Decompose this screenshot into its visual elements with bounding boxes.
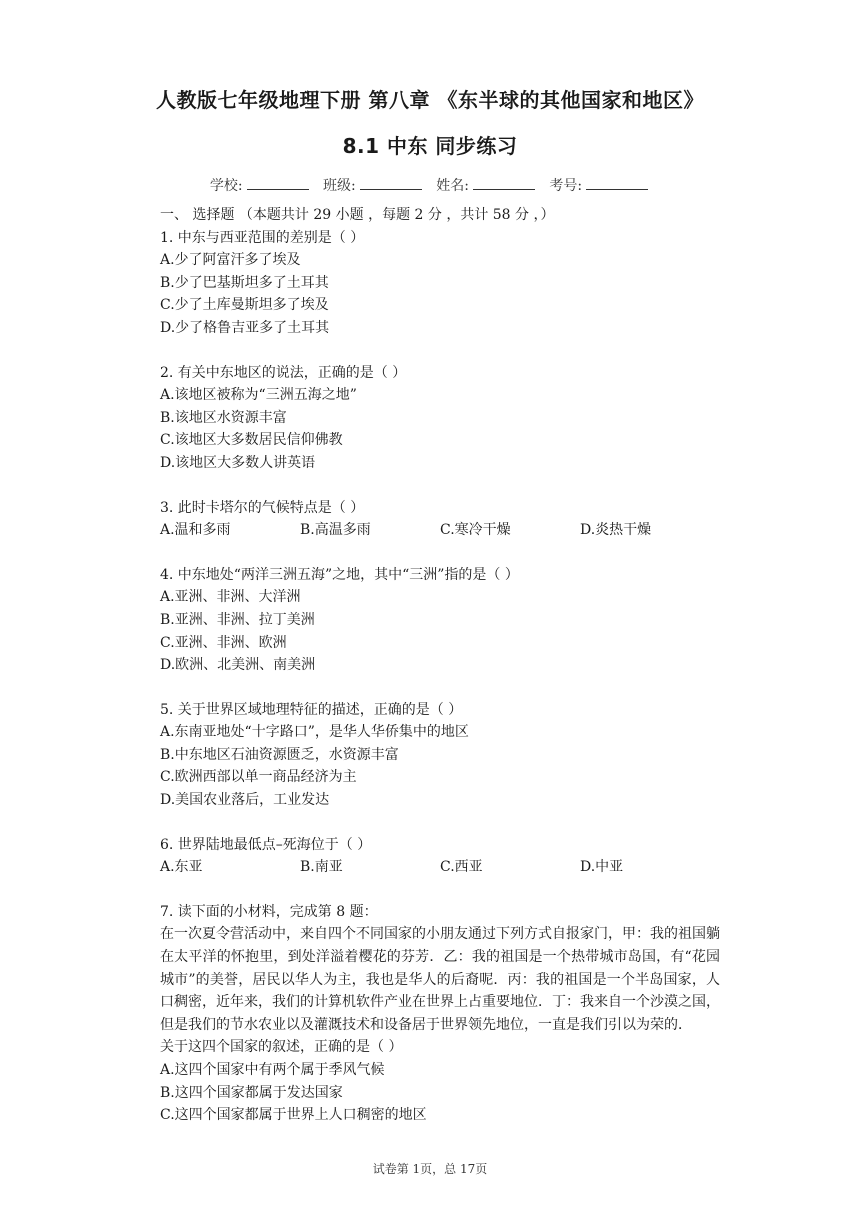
question-stem: 3. 此时卡塔尔的气候特点是（ ）: [160, 499, 365, 516]
option-a: A.这四个国家中有两个属于季风气候: [160, 1062, 385, 1078]
page-footer: 试卷第 1页，总 17页: [372, 1162, 488, 1176]
question-2: [160, 362, 720, 475]
option-b: B.南亚: [300, 859, 343, 876]
option-c: C.寒冷干燥: [440, 522, 511, 539]
option-c: C.西亚: [440, 859, 483, 876]
name-blank: [473, 177, 535, 190]
option-c: C.这四个国家都属于世界上人口稠密的地区: [160, 1107, 427, 1124]
question-stem: 7. 读下面的小材料，完成第 8 题：: [160, 903, 378, 920]
option-a: A.该地区被称为“三洲五海之地”: [160, 387, 357, 404]
exam-number-blank: [586, 177, 648, 190]
school-blank: [247, 177, 309, 190]
student-info-row: [0, 175, 860, 195]
question-stem: 1. 中东与西亚范围的差别是（ ）: [160, 229, 365, 246]
question-1: [160, 227, 720, 340]
sub-question-stem: 关于这四个国家的叙述，正确的是（ ）: [160, 1039, 403, 1056]
section-heading: 一、 选择题 （本题共计 29 小题 ，每题 2 分 ，共计 58 分 ，）: [160, 207, 555, 223]
option-b: B.中东地区石油资源匮乏，水资源丰富: [160, 746, 399, 763]
options-row: [160, 519, 720, 542]
option-d: D.炎热干燥: [580, 522, 652, 539]
option-a: A.温和多雨: [160, 522, 231, 539]
option-c: C.亚洲、非洲、欧洲: [160, 634, 287, 651]
document-title: 人教版七年级地理下册 第八章 《东半球的其他国家和地区》: [156, 88, 704, 112]
option-c: C.该地区大多数居民信仰佛教: [160, 432, 343, 449]
question-stem: 2. 有关中东地区的说法，正确的是（ ）: [160, 364, 407, 381]
question-7: [160, 901, 720, 1127]
option-c: C.欧洲西部以单一商品经济为主: [160, 769, 357, 786]
option-a: A.亚洲、非洲、大洋洲: [160, 589, 301, 606]
option-d: D.美国农业落后，工业发达: [160, 792, 330, 809]
question-4: [160, 564, 720, 677]
exam-number-label: 考号:: [549, 178, 583, 194]
reading-material: 在一次夏令营活动中，来自四个不同国家的小朋友通过下列方式自报家门，甲：我的祖国躺在太平洋的怀抱里，到处洋溢着樱花的芬芳．乙：我的祖国是一个热带城市岛国，有“花园城市”的美誉，居民以华人为主，我也是华人的后裔呢．丙：我的祖国是一个半岛国家，人口稠密，近年来，我们的计算机软件产业在世界上占重要地位．丁：我来自一个沙漠之国，但是我们的节水农业以及灌溉技术和设备居于世界领先地位，一直是我们引以为荣的．: [160, 926, 720, 1033]
document-subtitle: 8.1 中东 同步练习: [342, 134, 518, 158]
name-label: 姓名:: [436, 178, 469, 194]
option-d: D.中亚: [580, 859, 624, 876]
question-list: [160, 204, 720, 1149]
question-6: [160, 834, 720, 879]
option-d: D.欧洲、北美洲、南美洲: [160, 657, 316, 674]
option-d: D.该地区大多数人讲英语: [160, 454, 316, 471]
question-stem: 4. 中东地处“两洋三洲五海”之地，其中“三洲”指的是（ ）: [160, 566, 519, 583]
option-d: D.少了格鲁吉亚多了土耳其: [160, 319, 330, 336]
option-a: A.东南亚地处“十字路口”，是华人华侨集中的地区: [160, 724, 469, 741]
option-b: B.高温多雨: [300, 522, 371, 539]
question-3: [160, 497, 720, 542]
options-row: [160, 856, 720, 879]
option-b: B.该地区水资源丰富: [160, 409, 287, 426]
option-c: C.少了土库曼斯坦多了埃及: [160, 297, 329, 314]
option-b: B.少了巴基斯坦多了土耳其: [160, 274, 329, 291]
option-b: B.亚洲、非洲、拉丁美洲: [160, 611, 315, 628]
option-a: A.少了阿富汗多了埃及: [160, 252, 301, 269]
question-stem: 6. 世界陆地最低点–死海位于（ ）: [160, 836, 372, 853]
class-blank: [360, 177, 422, 190]
question-stem: 5. 关于世界区域地理特征的描述，正确的是（ ）: [160, 701, 463, 718]
option-b: B.这四个国家都属于发达国家: [160, 1084, 343, 1101]
question-5: [160, 699, 720, 812]
option-a: A.东亚: [160, 859, 203, 876]
school-label: 学校:: [209, 178, 243, 194]
class-label: 班级:: [323, 178, 356, 194]
